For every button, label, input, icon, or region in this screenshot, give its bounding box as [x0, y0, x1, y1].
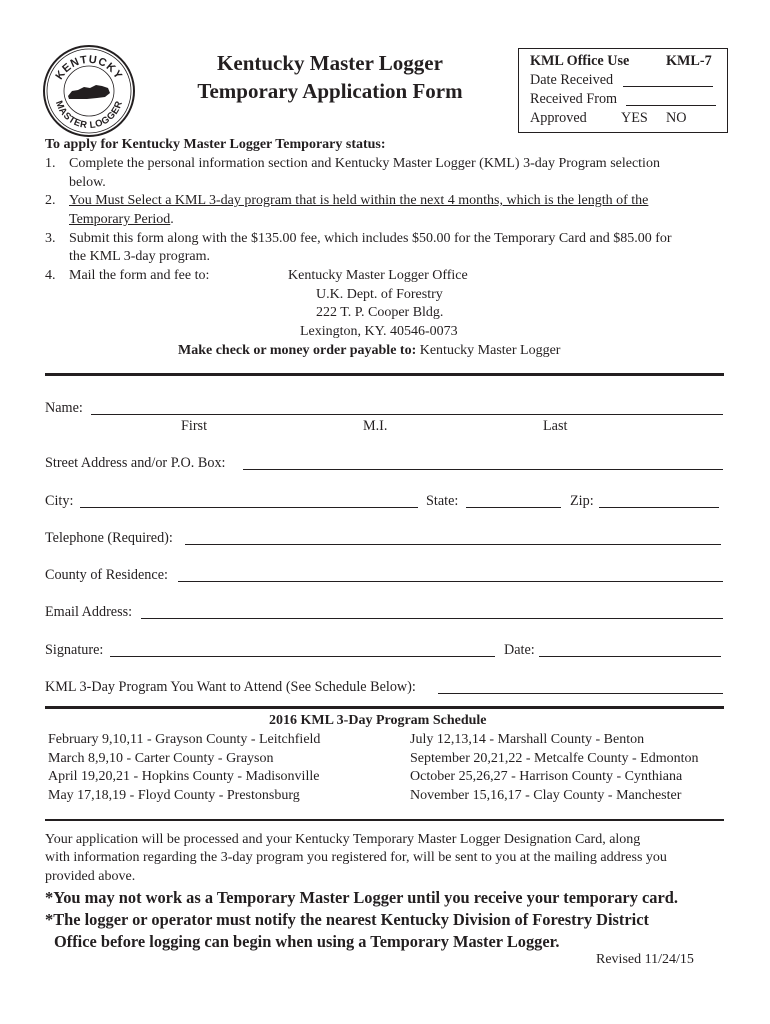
- schedule-left-3: April 19,20,21 - Hopkins County - Madisonville: [48, 769, 320, 784]
- telephone-input[interactable]: [185, 544, 721, 545]
- program-label: KML 3-Day Program You Want to Attend (See Schedule Below):: [45, 679, 416, 695]
- process-text-line3: provided above.: [45, 869, 136, 884]
- schedule-left-2: March 8,9,10 - Carter County - Grayson: [48, 751, 274, 766]
- instruction-1-line1: Complete the personal information section and Kentucky Master Logger (KML) 3-day Program selection: [69, 156, 660, 171]
- schedule-right-1: July 12,13,14 - Marshall County - Benton: [410, 732, 645, 747]
- kml-seal-logo: [42, 44, 136, 138]
- name-input[interactable]: [91, 414, 723, 415]
- form-code: KML-7: [666, 53, 712, 69]
- svg-text:MASTER LOGGER: MASTER LOGGER: [52, 99, 126, 132]
- instruction-3-line1: Submit this form along with the $135.00 fee, which includes $50.00 for the Temporary Card and $85.00 for: [69, 231, 672, 246]
- schedule-right-3: October 25,26,27 - Harrison County - Cynthiana: [410, 769, 683, 784]
- instruction-4-line1: Mail the form and fee to:: [69, 268, 210, 283]
- section-divider-footer: [45, 819, 724, 821]
- name-label: Name:: [45, 400, 83, 416]
- received-from-line: [626, 105, 716, 106]
- instruction-3-num: 3.: [45, 231, 56, 246]
- payable-to: Kentucky Master Logger: [419, 343, 561, 358]
- instruction-1-line2: below.: [69, 175, 106, 190]
- warning-notify-line1: *The logger or operator must notify the nearest Kentucky Division of Forestry District: [45, 910, 649, 929]
- date-input[interactable]: [539, 656, 721, 657]
- mail-address-line2: U.K. Dept. of Forestry: [316, 287, 443, 302]
- approved-label: Approved: [530, 110, 587, 126]
- svg-text:KENTUCKY: KENTUCKY: [53, 53, 125, 82]
- payable-line: [178, 342, 560, 361]
- schedule-left-1: February 9,10,11 - Grayson County - Leitchfield: [48, 732, 321, 747]
- instruction-2-num: 2.: [45, 193, 56, 208]
- date-received-line: [623, 86, 713, 87]
- email-label: Email Address:: [45, 604, 133, 620]
- middle-initial-label: M.I.: [363, 418, 388, 434]
- program-input[interactable]: [438, 693, 723, 694]
- schedule-title: 2016 KML 3-Day Program Schedule: [269, 713, 487, 728]
- schedule-left-4: May 17,18,19 - Floyd County - Prestonsburg: [48, 788, 300, 803]
- mail-address-line1: Kentucky Master Logger Office: [288, 268, 468, 283]
- mail-address-line4: Lexington, KY. 40546-0073: [300, 324, 458, 339]
- telephone-label: Telephone (Required):: [45, 530, 173, 546]
- instruction-2-line2: [69, 211, 174, 230]
- payable-label: Make check or money order payable to:: [178, 343, 417, 358]
- approved-no: NO: [666, 110, 687, 126]
- last-name-label: Last: [543, 418, 568, 434]
- state-label: State:: [426, 493, 459, 509]
- schedule-right-2: September 20,21,22 - Metcalfe County - Edmonton: [410, 751, 699, 766]
- form-title-line2: Temporary Application Form: [197, 79, 463, 103]
- city-input[interactable]: [80, 507, 418, 508]
- section-divider-top: [45, 373, 724, 376]
- zip-label: Zip:: [570, 493, 594, 509]
- signature-label: Signature:: [45, 642, 104, 658]
- first-name-label: First: [181, 418, 208, 434]
- city-label: City:: [45, 493, 74, 509]
- email-input[interactable]: [141, 618, 723, 619]
- instruction-4-num: 4.: [45, 268, 56, 283]
- state-input[interactable]: [466, 507, 561, 508]
- instructions-heading: To apply for Kentucky Master Logger Temporary status:: [45, 137, 386, 152]
- instruction-2-line1: You Must Select a KML 3-day program that is held within the next 4 months, which is the length of the: [69, 193, 649, 208]
- process-text-line2: with information regarding the 3-day program you registered for, will be sent to you at the mailing address you: [45, 850, 667, 865]
- county-label: County of Residence:: [45, 567, 168, 583]
- approved-yes: YES: [621, 110, 648, 126]
- revised-date: Revised 11/24/15: [596, 952, 694, 967]
- mail-address-line3: 222 T. P. Cooper Bldg.: [316, 305, 444, 320]
- warning-temporary-card: *You may not work as a Temporary Master Logger until you receive your temporary card.: [45, 888, 678, 907]
- date-received-label: Date Received: [530, 72, 614, 88]
- warning-notify-line2: Office before logging can begin when using a Temporary Master Logger.: [54, 932, 560, 951]
- received-from-label: Received From: [530, 91, 618, 107]
- instruction-3-line2: the KML 3-day program.: [69, 249, 210, 264]
- signature-input[interactable]: [110, 656, 495, 657]
- date-label: Date:: [504, 642, 535, 658]
- zip-input[interactable]: [599, 507, 719, 508]
- seal-graphic: [42, 44, 136, 138]
- form-title-line1: Kentucky Master Logger: [217, 51, 443, 75]
- office-use-heading: KML Office Use: [530, 53, 630, 69]
- temporary-period-period: .: [170, 212, 174, 227]
- schedule-right-4: November 15,16,17 - Clay County - Manchester: [410, 788, 682, 803]
- street-label: Street Address and/or P.O. Box:: [45, 455, 226, 471]
- instruction-1-num: 1.: [45, 156, 56, 171]
- county-input[interactable]: [178, 581, 723, 582]
- street-input[interactable]: [243, 469, 723, 470]
- process-text-line1: Your application will be processed and your Kentucky Temporary Master Logger Designation Card, along: [45, 832, 641, 847]
- section-divider-schedule: [45, 706, 724, 709]
- temporary-period-text: Temporary Period: [69, 212, 171, 227]
